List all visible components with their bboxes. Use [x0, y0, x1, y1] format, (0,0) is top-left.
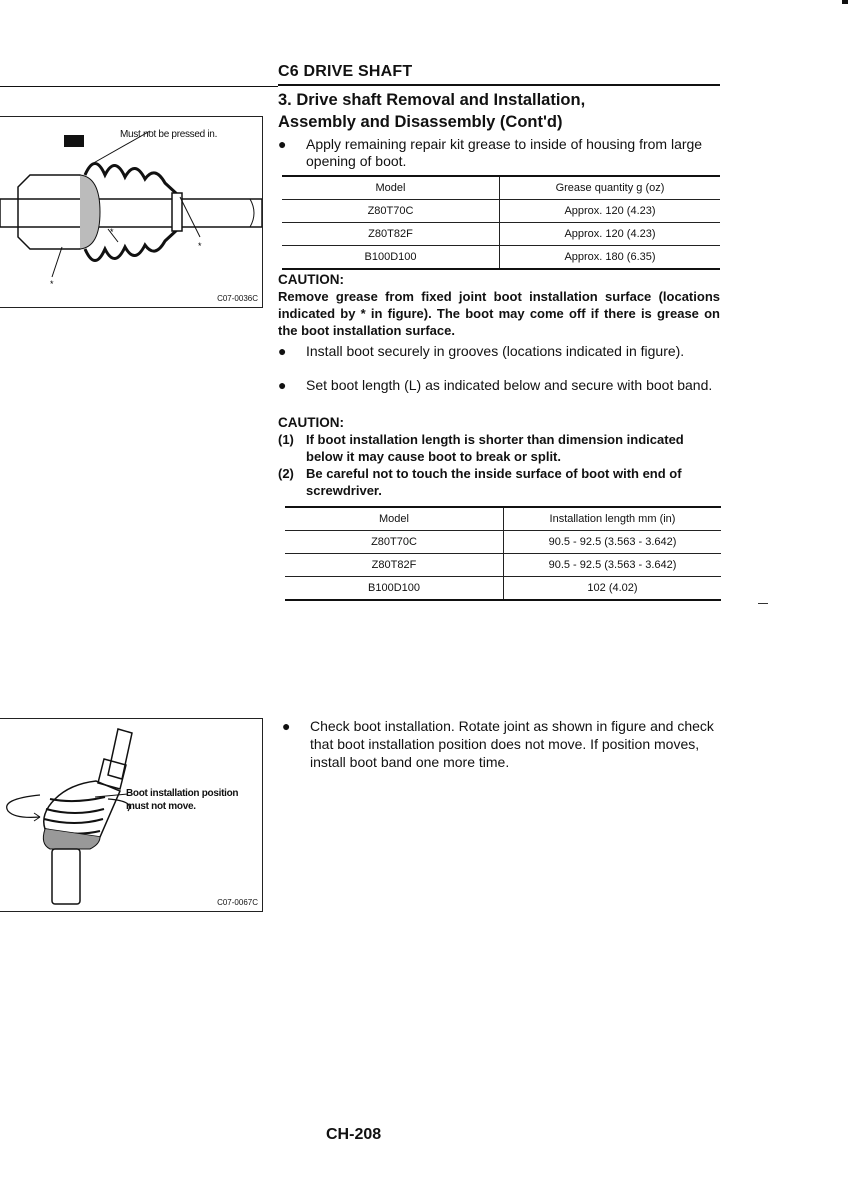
- caution-label: CAUTION:: [278, 272, 344, 287]
- subheading: [278, 89, 585, 133]
- bullet-grooves: [278, 343, 720, 377]
- caution-grease-text: Remove grease from fixed joint boot installation surface (locations indicated by * in figure). The boot may come off if there is grease on the boot installation surface.: [278, 289, 720, 338]
- grease-quantity-table: [282, 175, 720, 270]
- figure2-label-line1: Boot installation position: [126, 788, 239, 799]
- install-table-cell: 90.5 - 92.5 (3.563 - 3.642): [504, 554, 722, 577]
- asterisk-mark-1: *: [110, 227, 114, 237]
- install-table-header-model: Model: [285, 507, 504, 531]
- left-rule: [0, 86, 278, 87]
- page-number: CH-208: [326, 1126, 382, 1143]
- subheading-line2: Assembly and Disassembly (Cont'd): [278, 113, 563, 131]
- asterisk-mark-2: *: [198, 241, 202, 251]
- grease-table-cell: Approx. 180 (6.35): [500, 246, 721, 270]
- figure2-label-line2: must not move.: [126, 801, 196, 812]
- bullet-check-installation: [282, 717, 722, 771]
- grease-table-cell: Z80T82F: [282, 223, 500, 246]
- bullet-dot: ●: [278, 377, 287, 393]
- install-table-cell: 102 (4.02): [504, 577, 722, 601]
- figure-boot-cross-section: [0, 116, 263, 308]
- caution-item-2: [278, 465, 720, 499]
- margin-dash: [758, 603, 768, 604]
- rotation-diagram: [0, 719, 262, 911]
- install-table-cell: Z80T70C: [285, 531, 504, 554]
- bullet-boot-length-text: Set boot length (L) as indicated below and secure with boot band.: [306, 377, 713, 393]
- installation-length-table: [285, 506, 721, 601]
- figure2-label: [126, 787, 238, 813]
- caution-item-number: (1): [278, 432, 294, 447]
- edge-mark: [842, 0, 848, 4]
- caution-grease: [278, 271, 720, 339]
- figure1-label: Must not be pressed in.: [120, 129, 218, 140]
- grease-table-cell: Z80T70C: [282, 200, 500, 223]
- boot-diagram: [0, 117, 262, 307]
- figure1-code: C07-0036C: [217, 294, 258, 303]
- bullet-boot-length: [278, 377, 720, 411]
- caution-item-2-text: Be careful not to touch the inside surface of boot with end of screwdriver.: [306, 466, 682, 498]
- caution-item-1-text: If boot installation length is shorter than dimension indicated below it may cause boot to break or split.: [306, 432, 684, 464]
- bullet-grooves-text: Install boot securely in grooves (locations indicated in figure).: [306, 343, 685, 359]
- caution-item-number: (2): [278, 466, 294, 481]
- grease-table-cell: Approx. 120 (4.23): [500, 200, 721, 223]
- bullet-dot: ●: [282, 718, 291, 734]
- install-table-cell: B100D100: [285, 577, 504, 601]
- caution-item-1: [278, 431, 720, 465]
- title-rule: [278, 84, 720, 86]
- install-table-header-length: Installation length mm (in): [504, 507, 722, 531]
- bullet-dot: ●: [278, 343, 287, 359]
- grease-table-cell: B100D100: [282, 246, 500, 270]
- install-table-cell: 90.5 - 92.5 (3.563 - 3.642): [504, 531, 722, 554]
- bullet-grease-text: Apply remaining repair kit grease to inside of housing from large opening of boot.: [306, 136, 703, 169]
- figure2-code: C07-0067C: [217, 898, 258, 907]
- bullet-grease: [278, 136, 720, 170]
- grease-table-header-quantity: Grease quantity g (oz): [500, 176, 721, 200]
- install-table-cell: Z80T82F: [285, 554, 504, 577]
- caution-installation: [278, 414, 720, 499]
- asterisk-mark-3: *: [50, 279, 54, 289]
- grease-table-cell: Approx. 120 (4.23): [500, 223, 721, 246]
- bullet-check-installation-text: Check boot installation. Rotate joint as shown in figure and check that boot installation position does not move. If position moves, install boot band one more time.: [310, 718, 714, 770]
- bullet-dot: ●: [278, 136, 287, 152]
- grease-table-header-model: Model: [282, 176, 500, 200]
- subheading-line1: 3. Drive shaft Removal and Installation,: [278, 91, 586, 109]
- caution-label: CAUTION:: [278, 415, 344, 430]
- figure-boot-rotation: [0, 718, 263, 912]
- section-title: C6 DRIVE SHAFT: [278, 63, 413, 80]
